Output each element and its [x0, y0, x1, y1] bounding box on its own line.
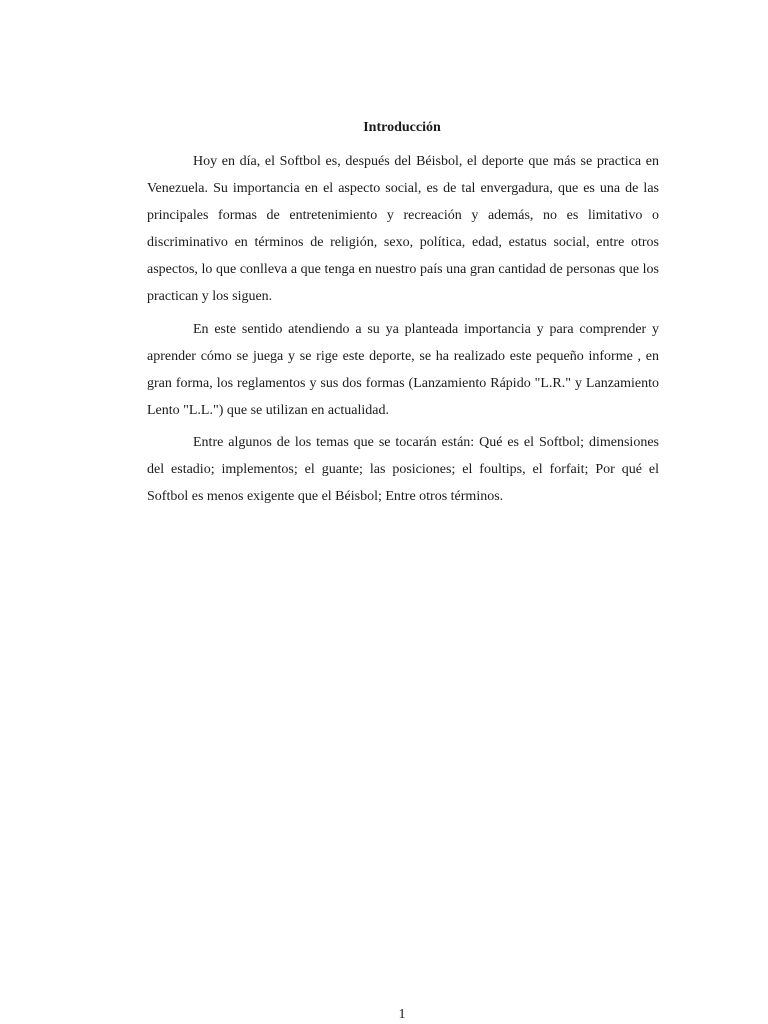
paragraph-2: En este sentido atendiendo a su ya planteada importancia y para comprender y aprender cómo se juega y se rige este deporte, se ha realizado este pequeño informe , en gran forma, los reglamentos y sus dos formas (Lanzamiento Rápido "L.R." y Lanzamiento Lento "L.L.") que se utilizan en actualidad.: [147, 322, 659, 418]
page-number: 1: [398, 1007, 406, 1022]
paragraph-3: Entre algunos de los temas que se tocarán están: Qué es el Softbol; dimensiones del estadio; implementos; el guante; las posiciones; el foultips, el forfait; Por qué el Softbol es menos exigente que el Béisbol; Entre otros términos.: [147, 435, 659, 504]
page-title: Introducción: [363, 120, 441, 135]
document-body: [147, 148, 659, 516]
paragraph-1: Hoy en día, el Softbol es, después del Béisbol, el deporte que más se practica en Venezuela. Su importancia en el aspecto social, es de tal envergadura, que es una de las principales formas de entretenimiento y recreación y además, no es limitativo o discriminativo en términos de religión, sexo, política, edad, estatus social, entre otros aspectos, lo que conlleva a que tenga en nuestro país una gran cantidad de personas que los practican y los siguen.: [147, 154, 659, 304]
